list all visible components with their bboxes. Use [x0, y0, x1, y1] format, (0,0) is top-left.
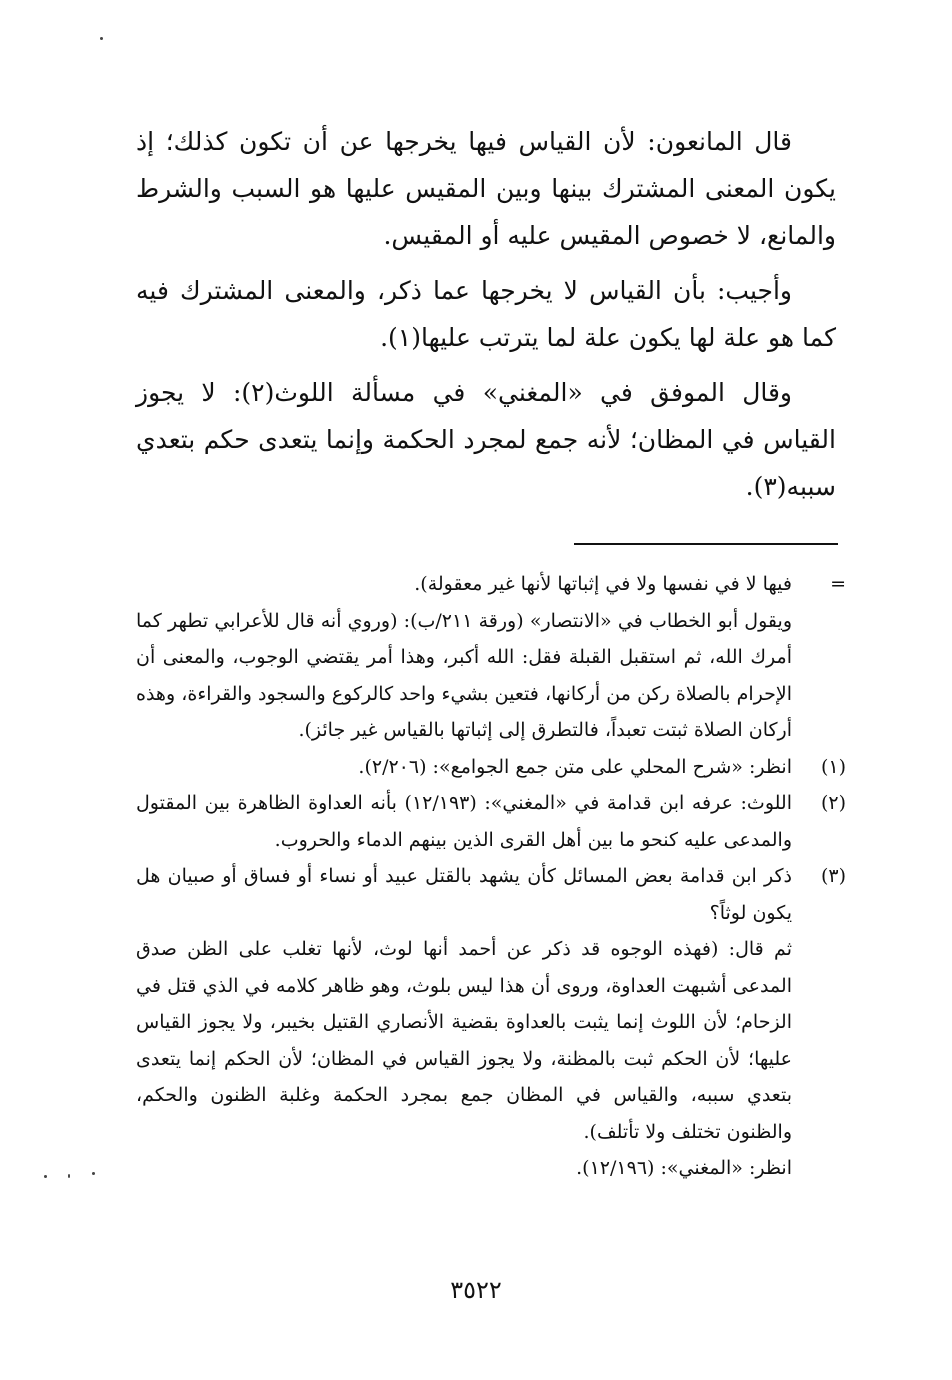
footnote-text: ذكر ابن قدامة بعض المسائل كأن يشهد بالقتل عبيد أو نساء أو فساق أو صبيان هل يكون لوثاً؟: [136, 865, 793, 924]
scan-speck: [100, 37, 103, 40]
footnote-3-quote: ثم قال: (فهذه الوجوه قد ذكر عن أحمد أنها لوث، لأنها تغلب على الظن صدق المدعى أشبهت العداوة، وروى أن هذا ليس بلوث، وهو ظاهر كلامه في الذي قتل في الزحام؛ لأن اللوث إنما يثبت بالعداوة بقضية الأنصاري القتيل بخيبر، ولا يجوز القياس عليها؛ لأن الحكم ثبت بالمظنة، ولا يجوز القياس في المظان؛ لأن الحكم إنما يتعدى بتعدي سببه، والقياس في المظان جمع بمجرد الحكمة وغلبة الظنون والحكم، والظنون تختلف ولا تأتلف).: [136, 938, 792, 1143]
footnote-text: اللوث: عرفه ابن قدامة في «المغني»: (١٢/١٩٣) بأنه العداوة الظاهرة بين المقتول والمدعى عليه كنحو ما بين أهل القرى الذين بينهم الدماء والحروب.: [136, 792, 792, 851]
continuation-marker: =: [830, 573, 846, 595]
footnote-separator: [574, 543, 838, 545]
scan-speck: [68, 1174, 70, 1178]
main-text: [136, 118, 836, 518]
continuation-text: فيها لا في نفسها ولا في إثباتها لأنها غير معقولة).: [414, 573, 792, 595]
main-paragraph-2: وأجيب: بأن القياس لا يخرجها عما ذكر، والمعنى المشترك فيه كما هو علة لها يكون علة لما يترتب عليها(١).: [136, 276, 836, 352]
footnotes: [136, 566, 846, 1187]
page-number: ٣٥٢٢: [450, 1276, 502, 1304]
footnote-3-reference: انظر: «المغني»: (١٢/١٩٦).: [576, 1157, 792, 1179]
footnote-marker: (١): [820, 755, 846, 778]
footnote-3: [136, 858, 846, 931]
footnote-1: [136, 749, 846, 786]
footnote-marker: (٢): [820, 792, 846, 814]
footnote-continuation: [136, 566, 846, 603]
continuation-quote: ويقول أبو الخطاب في «الانتصار» (ورقة ٢١١/ب): (وروي أنه قال للأعرابي تطهر كما أمرك الله، ثم استقبل القبلة فقل: الله أكبر، وهذا أمر يقتضي الوجوب، والمعنى أن الإحرام بالصلاة ركن من أركانها، فتعين بشيء واحد كالركوع والسجود والقراءة، وهذه أركان الصلاة ثبتت تعبداً، فالتطرق إلى إثباتها بالقياس غير جائز).: [136, 609, 792, 741]
main-paragraph-3: وقال الموفق في «المغني» في مسألة اللوث(٢): لا يجوز القياس في المظان؛ لأنه جمع لمجرد الحكمة وإنما يتعدى حكم بتعدي سببه(٣).: [136, 378, 836, 501]
scan-speck: [92, 1172, 95, 1175]
footnote-text: انظر: «شرح المحلي على متن جمع الجوامع»: (٢/٢٠٦).: [358, 755, 792, 778]
footnote-marker: (٣): [820, 865, 846, 887]
main-paragraph-1: قال المانعون: لأن القياس فيها يخرجها عن أن تكون كذلك؛ إذ يكون المعنى المشترك بينها وبين المقيس عليها هو السبب والشرط والمانع، لا خصوص المقيس عليه أو المقيس.: [136, 127, 836, 250]
footnote-2: [136, 785, 846, 858]
scan-speck: [44, 1175, 47, 1178]
